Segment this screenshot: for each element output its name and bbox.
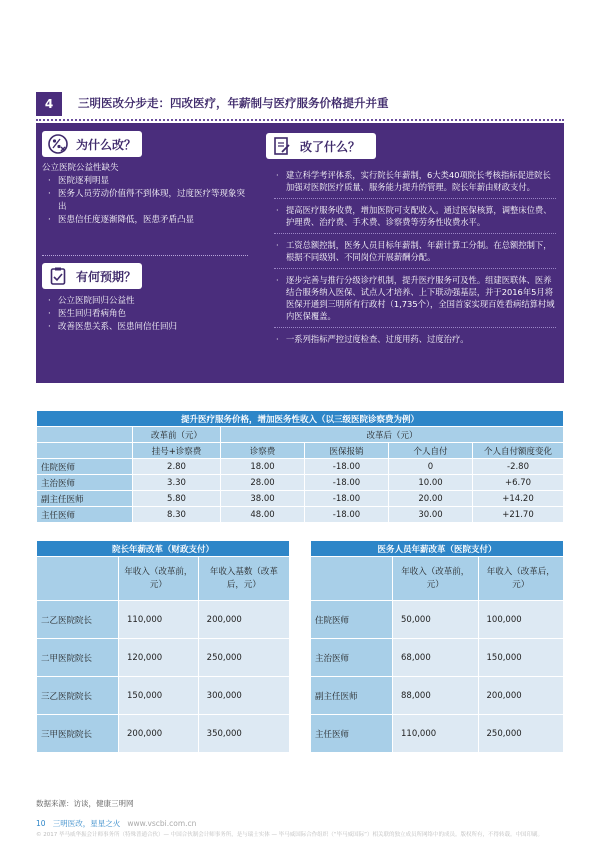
table-cell: 2.80 bbox=[133, 459, 221, 475]
table-cell: 250,000 bbox=[478, 715, 564, 753]
section-title: 三明医改分步走：四改医疗，年薪制与医疗服务价格提升并重 bbox=[78, 96, 389, 110]
table-row bbox=[37, 459, 564, 475]
table-cell: 300,000 bbox=[198, 677, 289, 715]
document-edit-icon bbox=[272, 136, 292, 156]
panel-left bbox=[36, 123, 254, 383]
page-footer bbox=[36, 818, 196, 829]
why-heading: 公立医院公益性缺失 bbox=[42, 163, 119, 173]
table-cell: -18.00 bbox=[305, 491, 389, 507]
list-item: · 提高医疗服务收费，增加医院可支配收入。通过医保核算，调整床位费、护理费、治疗费、手术费、诊察费等劳务性收费水平。 bbox=[274, 204, 556, 234]
what-tag bbox=[266, 133, 376, 159]
table-row bbox=[37, 601, 290, 639]
staff-salary-table bbox=[310, 540, 564, 753]
column-header: 个人自付 bbox=[389, 443, 473, 459]
table-row bbox=[37, 677, 290, 715]
list-item: · 逐步完善与推行分级诊疗机制，提升医疗服务可及性。组建医联体、医养结合服务纳入医保、试点人才培养、上下联动强基层，并于2016年5月将医保开通到三明所有行政村（1,735个），全国首家实现百姓看病结算村域内医保覆盖。 bbox=[274, 274, 556, 328]
row-header: 主任医师 bbox=[311, 715, 393, 753]
table-row bbox=[37, 507, 564, 523]
table-row bbox=[311, 601, 564, 639]
what-list bbox=[274, 169, 556, 350]
table-cell: 350,000 bbox=[198, 715, 289, 753]
page-number: 10 bbox=[36, 819, 46, 828]
list-item: · 公立医院回归公益性 bbox=[46, 295, 246, 308]
table-row bbox=[311, 677, 564, 715]
list-item: · 一系列指标严控过度检查、过度用药、过度治疗。 bbox=[274, 333, 556, 350]
column-header: 挂号+诊察费 bbox=[133, 443, 221, 459]
clipboard-check-icon bbox=[48, 266, 68, 286]
row-header: 二乙医院院长 bbox=[37, 601, 119, 639]
table-cell: 150,000 bbox=[119, 677, 199, 715]
table-cell: +14.20 bbox=[473, 491, 564, 507]
table-cell: 20.00 bbox=[389, 491, 473, 507]
list-item: · 医务人员劳动价值得不到体现，过度医疗等现象突出 bbox=[46, 188, 246, 214]
panel-right bbox=[260, 129, 558, 377]
column-header: 年收入（改革前，元） bbox=[393, 557, 479, 601]
price-table bbox=[36, 410, 564, 523]
table-cell: 18.00 bbox=[221, 459, 305, 475]
table-cell: 110,000 bbox=[119, 601, 199, 639]
row-header: 主任医师 bbox=[37, 507, 133, 523]
legal-notice: © 2017 毕马威华振会计师事务所（特殊普通合伙）— 中国合伙制会计师事务所，是与瑞士实体 — 毕马威国际合作组织（“毕马威国际”）相关联的独立成员所网络中的成员。版权所有，不得转载。中国印刷。 bbox=[36, 832, 543, 838]
table-cell: 150,000 bbox=[478, 639, 564, 677]
expect-list bbox=[46, 295, 246, 334]
section-number: 4 bbox=[36, 92, 62, 116]
table-cell: -18.00 bbox=[305, 475, 389, 491]
blank-cell bbox=[37, 427, 133, 443]
staff-table-caption: 医务人员年薪改革（医院支付） bbox=[311, 541, 564, 557]
table-cell: -18.00 bbox=[305, 507, 389, 523]
after-header: 改革后（元） bbox=[221, 427, 564, 443]
table-cell: 200,000 bbox=[478, 677, 564, 715]
table-cell: +21.70 bbox=[473, 507, 564, 523]
table-cell: 50,000 bbox=[393, 601, 479, 639]
table-cell: 120,000 bbox=[119, 639, 199, 677]
table-cell: 68,000 bbox=[393, 639, 479, 677]
row-header: 三乙医院院长 bbox=[37, 677, 119, 715]
before-header: 改革前（元） bbox=[133, 427, 221, 443]
column-header: 年收入（改革前，元） bbox=[119, 557, 199, 601]
row-header: 副主任医师 bbox=[311, 677, 393, 715]
list-item: · 改善医患关系、医患间信任回归 bbox=[46, 321, 246, 334]
table-row bbox=[37, 475, 564, 491]
table-cell: 8.30 bbox=[133, 507, 221, 523]
list-item: · 建立科学考评体系，实行院长年薪制，6大类40项院长考核指标促进院长加强对医院医疗质量、服务能力提升的管理。院长年薪由财政支付。 bbox=[274, 169, 556, 199]
table-row bbox=[311, 639, 564, 677]
row-header: 住院医师 bbox=[37, 459, 133, 475]
reform-panel bbox=[36, 123, 564, 383]
director-table-caption: 院长年薪改革（财政支付） bbox=[37, 541, 290, 557]
table-row bbox=[37, 715, 290, 753]
table-cell: 5.80 bbox=[133, 491, 221, 507]
row-header: 二甲医院院长 bbox=[37, 639, 119, 677]
table-row bbox=[37, 639, 290, 677]
left-divider bbox=[42, 255, 248, 256]
why-tag bbox=[42, 131, 142, 157]
table-cell: 10.00 bbox=[389, 475, 473, 491]
blank-cell bbox=[37, 443, 133, 459]
table-cell: 100,000 bbox=[478, 601, 564, 639]
table-cell: 200,000 bbox=[198, 601, 289, 639]
section-divider bbox=[36, 119, 564, 121]
table-cell: 38.00 bbox=[221, 491, 305, 507]
column-header: 个人自付额度变化 bbox=[473, 443, 564, 459]
expect-label: 有何预期？ bbox=[76, 270, 137, 284]
table-cell: 250,000 bbox=[198, 639, 289, 677]
column-header: 医保报销 bbox=[305, 443, 389, 459]
table-cell: 200,000 bbox=[119, 715, 199, 753]
table-cell: 88,000 bbox=[393, 677, 479, 715]
why-list bbox=[46, 175, 246, 227]
table-row bbox=[37, 491, 564, 507]
list-item: · 医生回归看病角色 bbox=[46, 308, 246, 321]
price-table-caption: 提升医疗服务价格，增加医务性收入（以三级医院诊察费为例） bbox=[37, 411, 564, 427]
table-row bbox=[311, 715, 564, 753]
table-cell: 110,000 bbox=[393, 715, 479, 753]
list-item: · 工资总额控制，医务人员目标年薪制、年薪计算工分制。在总额控制下，根据不同级别、不同岗位开展薪酬分配。 bbox=[274, 239, 556, 269]
row-header: 主治医师 bbox=[311, 639, 393, 677]
row-header: 三甲医院院长 bbox=[37, 715, 119, 753]
expect-tag bbox=[42, 263, 142, 289]
blank-cell bbox=[37, 557, 119, 601]
table-cell: -18.00 bbox=[305, 459, 389, 475]
table-cell: 0 bbox=[389, 459, 473, 475]
list-item: · 医患信任度逐渐降低，医患矛盾凸显 bbox=[46, 214, 246, 227]
director-salary-table bbox=[36, 540, 290, 753]
column-header: 诊察费 bbox=[221, 443, 305, 459]
section-header bbox=[36, 92, 564, 118]
row-header: 主治医师 bbox=[37, 475, 133, 491]
why-label: 为什么改？ bbox=[76, 138, 137, 152]
table-cell: 48.00 bbox=[221, 507, 305, 523]
data-source: 数据来源：访谈，健康三明网 bbox=[36, 799, 134, 808]
column-header: 年收入（改革后，元） bbox=[478, 557, 564, 601]
list-item: · 医院逐利明显 bbox=[46, 175, 246, 188]
row-header: 住院医师 bbox=[311, 601, 393, 639]
footer-title: 三明医改，星星之火 bbox=[52, 819, 121, 828]
what-label: 改了什么？ bbox=[300, 140, 361, 154]
blank-cell bbox=[311, 557, 393, 601]
percent-x-icon bbox=[48, 134, 68, 154]
table-cell: 3.30 bbox=[133, 475, 221, 491]
watermark: www.vscbi.com.cn bbox=[127, 819, 197, 828]
row-header: 副主任医师 bbox=[37, 491, 133, 507]
table-cell: +6.70 bbox=[473, 475, 564, 491]
table-cell: 30.00 bbox=[389, 507, 473, 523]
table-cell: -2.80 bbox=[473, 459, 564, 475]
table-cell: 28.00 bbox=[221, 475, 305, 491]
column-header: 年收入基数（改革后，元） bbox=[198, 557, 289, 601]
